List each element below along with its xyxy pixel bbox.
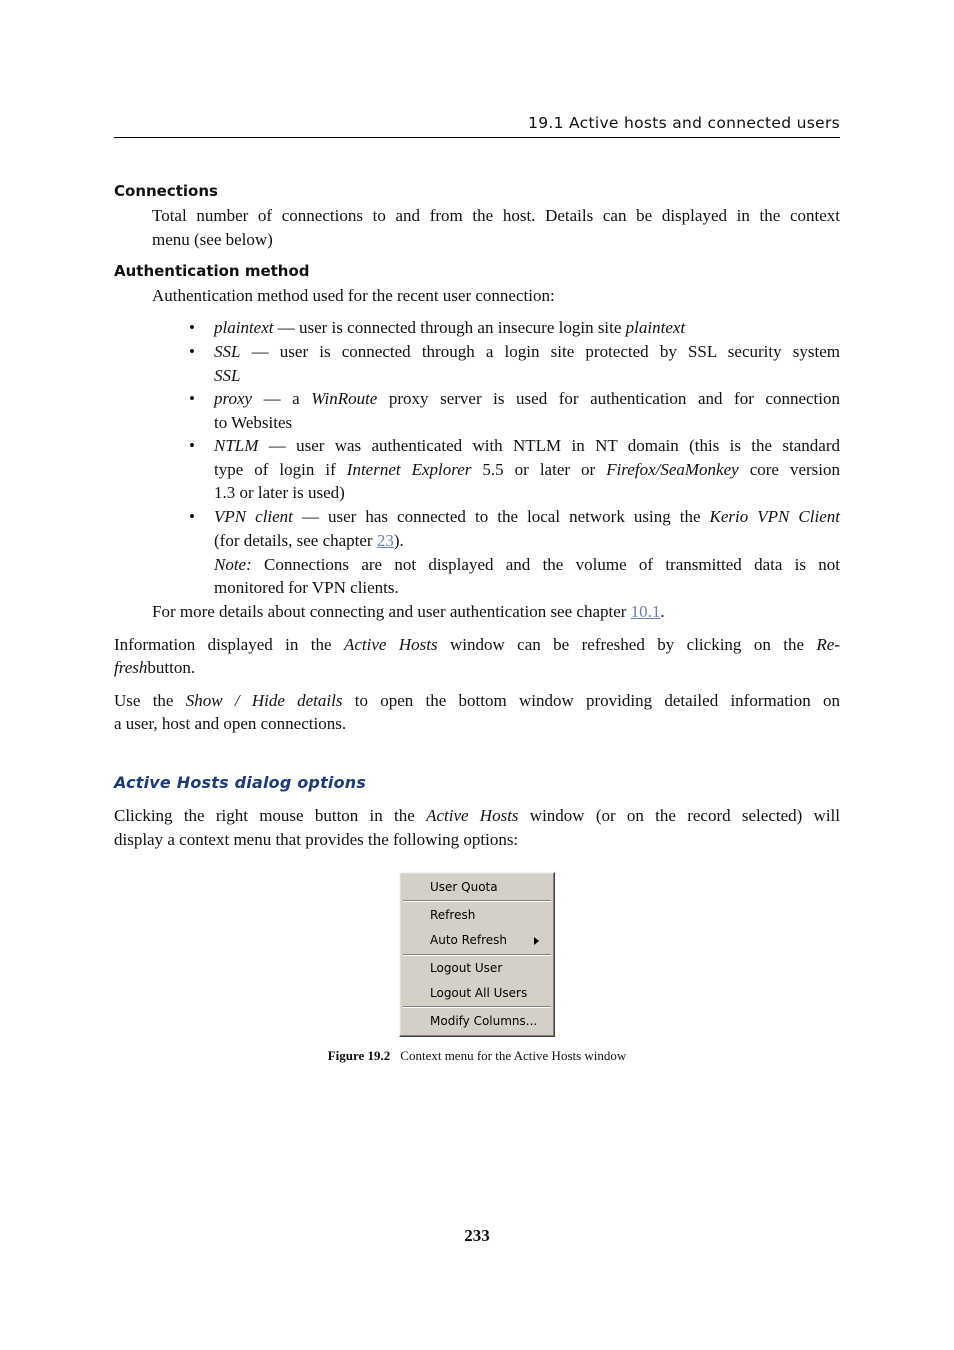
vpn-note (214, 553, 840, 577)
auth-text: — user is connected through a login site protected by SSL security system (240, 342, 840, 361)
bullet: • (189, 507, 195, 526)
menu-item-user-quota[interactable]: User Quota (430, 880, 498, 894)
auth-text: proxy server is used for authentication and for connection (377, 389, 840, 408)
chapter-link-23[interactable]: 23 (376, 531, 394, 550)
figure-label: Figure 19.2 (327, 1048, 391, 1063)
menu-separator (403, 954, 551, 956)
para-em: Show / Hide details (185, 691, 343, 710)
menu-separator (403, 1006, 551, 1008)
vpn-note-line2: monitored for VPN clients. (214, 578, 399, 597)
list-item-ntlm-line2 (214, 458, 840, 482)
auth-name: proxy (214, 389, 253, 408)
auth-text: core version (738, 460, 840, 479)
submenu-arrow-icon (534, 937, 539, 945)
auth-name: SSL (214, 342, 241, 361)
para-text: Use the (114, 691, 186, 710)
connections-desc-line2: menu (see below) (152, 230, 273, 249)
bullet: • (189, 389, 195, 408)
para-text: button. (147, 658, 196, 677)
list-item-proxy (214, 387, 840, 411)
auth-text: ). (393, 531, 404, 550)
auth-text: — user has connected to the local network using the (292, 507, 710, 526)
figure-caption-text: Context menu for the Active Hosts window (400, 1048, 627, 1063)
para-em: Re- (816, 635, 840, 654)
note-label: Note: (214, 555, 252, 574)
term-connections: Connections (114, 182, 218, 200)
para-em: fresh (114, 658, 148, 677)
auth-text: 5.5 or later or (471, 460, 607, 479)
para-text: Clicking the right mouse button in the (114, 806, 427, 825)
menu-item-auto-refresh[interactable]: Auto Refresh (430, 933, 507, 947)
more-details (152, 600, 840, 624)
para-em: Active Hosts (426, 806, 519, 825)
list-item-ntlm (214, 434, 840, 458)
auth-em: Kerio VPN Client (709, 507, 840, 526)
para-text: Information displayed in the (114, 635, 344, 654)
page-number: 233 (464, 1226, 490, 1245)
bullet: • (189, 436, 195, 455)
list-item-ssl (214, 340, 840, 364)
context-para-line1 (114, 804, 840, 828)
para-text: window can be refreshed by clicking on the (437, 635, 817, 654)
auth-name: VPN client (214, 507, 293, 526)
para-em: Active Hosts (343, 635, 438, 654)
term-authentication-method: Authentication method (114, 262, 310, 280)
list-item-plaintext (214, 316, 840, 340)
list-item-ssl-line2 (214, 364, 840, 388)
bullet: • (189, 342, 195, 361)
auth-text: — user is connected through an insecure login site (273, 318, 626, 337)
note-text: Connections are not displayed and the volume of transmitted data is not (251, 555, 840, 574)
para-text: window (or on the record selected) will (518, 806, 840, 825)
list-item-vpn-client (214, 505, 840, 529)
details-para-line2: a user, host and open connections. (114, 714, 347, 733)
section-heading: Active Hosts dialog options (114, 773, 367, 792)
auth-em: WinRoute (311, 389, 378, 408)
auth-tail: SSL (214, 366, 241, 385)
bullet: • (189, 318, 195, 337)
menu-item-logout-all-users[interactable]: Logout All Users (430, 986, 528, 1000)
chapter-link-10-1[interactable]: 10.1 (630, 602, 661, 621)
details-para-line1 (114, 689, 840, 713)
auth-em: Firefox/SeaMonkey (606, 460, 739, 479)
menu-item-logout-user[interactable]: Logout User (430, 961, 503, 975)
auth-text: — a (252, 389, 312, 408)
more-text: . (660, 602, 665, 621)
auth-em: Internet Explorer (346, 460, 472, 479)
list-item-vpn-line2 (214, 529, 840, 553)
list-item-proxy-line2: to Websites (214, 413, 293, 432)
more-text: For more details about connecting and user authentication see chapter (152, 602, 631, 621)
context-menu (399, 872, 555, 1037)
auth-text: — user was authenticated with NTLM in NT domain (this is the standard (258, 436, 840, 455)
list-item-ntlm-line3: 1.3 or later is used) (214, 483, 345, 502)
refresh-para-line2 (114, 656, 840, 680)
auth-name: plaintext (214, 318, 274, 337)
menu-item-modify-columns[interactable]: Modify Columns... (430, 1014, 538, 1028)
auth-text: type of login if (214, 460, 347, 479)
auth-text: (for details, see chapter (214, 531, 377, 550)
para-text: to open the bottom window providing detailed information on (342, 691, 840, 710)
auth-tail: plaintext (625, 318, 686, 337)
figure-caption (114, 1048, 840, 1064)
refresh-para-line1 (114, 633, 840, 657)
auth-name: NTLM (214, 436, 259, 455)
connections-desc-line1: Total number of connections to and from the host. Details can be displayed in the context (152, 206, 840, 225)
auth-intro: Authentication method used for the recent user connection: (152, 286, 555, 305)
running-header: 19.1 Active hosts and connected users (528, 114, 840, 132)
context-para-line2: display a context menu that provides the following options: (114, 830, 519, 849)
menu-item-refresh[interactable]: Refresh (430, 908, 476, 922)
header-rule (114, 137, 840, 138)
menu-separator (403, 900, 551, 902)
